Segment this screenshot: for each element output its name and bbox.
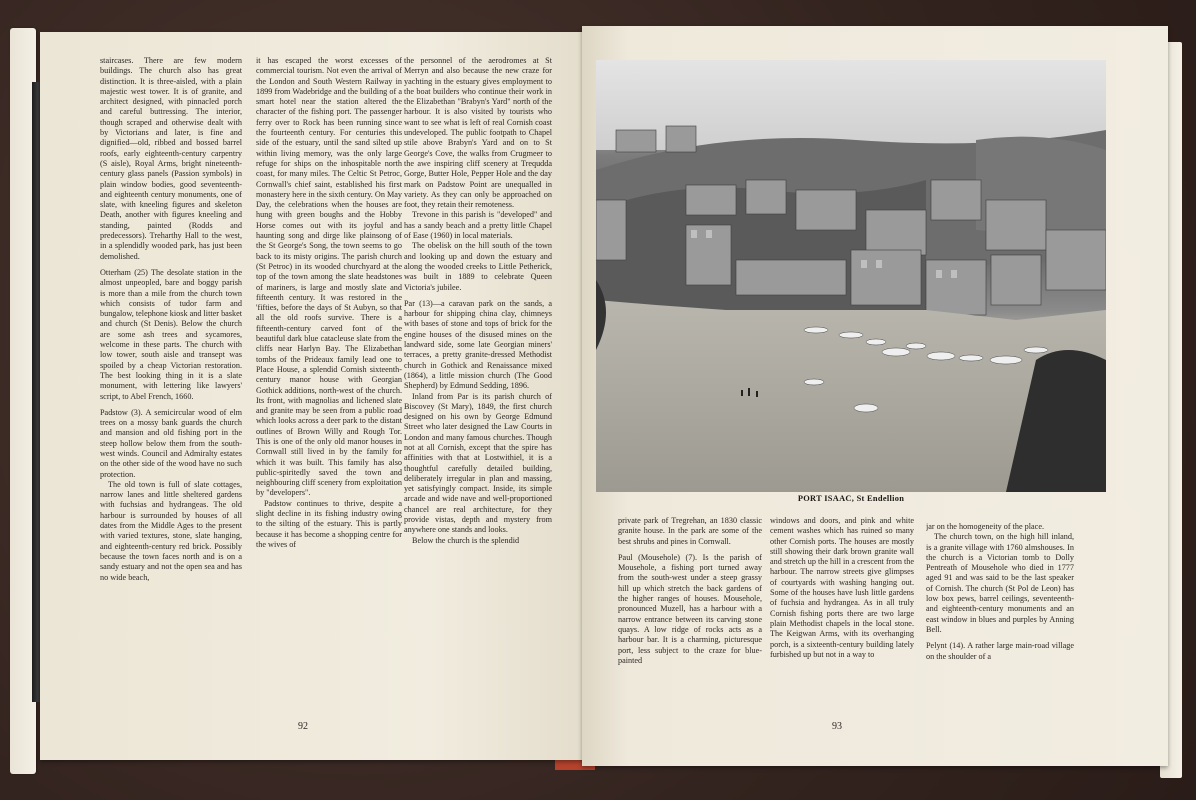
paragraph: The old town is full of slate cottages, narrow lanes and little sheltered gardens with fuchsias and hydrangeas. The old harbour is surrounded by houses of all dates from the Middle Ages to the present with varied textures, stone, slate hanging, and eighteenth-century red brick. Possibly because the town faces north and is on a sandy estuary and not the open sea and has no wide beach,: [100, 479, 242, 582]
paragraph: Par (13)—a caravan park on the sands, a harbour for shipping china clay, chimneys with bases of stone and tops of brick for the engine houses of the disused mines on the landward side, some late Georgian miners' terraces, a pretty granite-dressed Methodist church in Gothick and Renaissance mixed (1864), a little mission church (The Good Shepherd) by Edmund Sedding, 1896.: [404, 298, 552, 391]
paragraph: The church town, on the high hill inland, is a granite village with 1760 almshouses. In the church is a Victorian tomb to Dolly Pentreath of Mousehole who died in 1777 aged 91 and was said to be the last speaker of Cornish. The church (St Pol de Leon) has low box pews, barrel ceilings, seventeenth- and eighteenth-century monuments and an east window in blues and purples by Anning Bell.: [926, 532, 1074, 634]
paragraph: windows and doors, and pink and white cement washes which has ruined so many other Cornish ports. The houses are mostly still showing their dark brown granite wall and stretch up the hill in a crescent from the harbour. The narrow streets give glimpses of courtyards with washing hanging out. Some of the houses have lush little gardens of fuchsia and hydrangea. As in all truly Cornish fishing ports there are two large plain Methodist chapels in the local stone. The Keigwan Arms, with its overhanging porch, is a sixteenth-century building lately furbished up but not in a way to: [770, 516, 914, 659]
photo-caption: PORT ISAAC, St Endellion: [797, 494, 905, 503]
paragraph: Pelynt (14). A rather large main-road village on the shoulder of a: [926, 641, 1074, 661]
right-page-column-3: [926, 522, 1074, 720]
harbour-photo-illustration: [596, 60, 1106, 492]
paragraph: Paul (Mousehole) (7). Is the parish of Mousehole, a fishing port turned away from the south-west under a steep grassy hill up which stretch the back gardens of the higher ranges of houses. Mousehole, pronounced Muzell, has a harbour with a narrow entrance between its carving stone quays. A low ridge of rocks acts as a harbour bar. It is a charming, picturesque port, less subject to the craze for blue-painted: [618, 552, 762, 665]
paragraph: private park of Tregrehan, an 1830 classic granite house. In the park are some of the best shrubs and pines in Cornwall.: [618, 516, 762, 546]
paragraph: Below the church is the splendid: [412, 535, 520, 545]
paragraph: the personnel of the aerodromes at St Merryn and also because the new craze for yachting in the estuary gives employment to the boat builders who continue their work in the Elizabethan "Brabyn's Yard" north of the harbour. It is also visited by tourists who want to see what is left of real Cornish coast undeveloped. The public footpath to Chapel stile above Brabyn's Yard and on to St George's Cove, the walks from Crugmeer to the awe inspiring cliff scenery at Trequdda Gorge, Butter Hole, Pepper Hole and the day mark on Padstow Point are unequalled in variety. As they can only be approached on foot, they retain their remoteness.: [404, 56, 552, 210]
paragraph: it has escaped the worst excesses of commercial tourism. Not even the arrival of the London and South Western Railway in 1899 from Wadebridge and the building of a smart hotel near the station altered the character of the fishing port. The passenger ferry over to Rock has been running since the fourteenth century. For centuries this side of the estuary, until the sand silted up within living memory, was the only large refuge for ships on the inhospitable north coast, for many miles. The Celtic St Petroc, Cornwall's chief saint, established his first monastery here in the sixth century. On May Day, the celebrations when the houses are hung with green boughs and the Hobby Horse comes out with its joyful and haunting song and dirge like plainsong of the St George's Song, the town seems to go back to its misty origins. The parish church (St Petroc) in its wooded churchyard at the top of the town among the slate headstones of mariners, is large and mostly slate and fifteenth century. It was restored in the 'fifties, before the days of St Aubyn, so that all the old roofs survive. There is a fifteenth-century carved font of the beautiful dark blue catacleuse slate from the cliffs near Harlyn Bay. The Elizabethan tombs of the Prideaux family lead one to Place House, a splendid Cornish sixteenth-century manor house with Georgian Gothick additions, north-west of the church. Its front, with magnolias and lichened slate and granite may be seen from a public road which looks across a deer park to the distant outlines of Brown Willy and Rough Tor. This is one of the only old manor houses in Cornwall still lived in by the family for which it was built. This family has also public-spiritedly saved the town and neighbouring cliff scenery from exploitation by "developers".: [256, 56, 402, 498]
right-page-column-2: [770, 516, 914, 716]
page-number-left: 92: [298, 721, 308, 732]
left-page-column-3: [404, 56, 552, 716]
page-number-right: 93: [832, 721, 842, 732]
paragraph: staircases. There are few modern buildings. The church also has great distinction. It is three-aisled, with a plain majestic west tower. It is of granite, and architect designed, with pinnacled porch and careful buttressing. The interior, though scraped and otherwise dealt with by Victorians and later, is fine and dignified—old, ribbed and bossed barrel roofs, early eighteenth-century carpentry (S aisle), Royal Arms, bright nineteenth-century glass panels (Passion symbols) in plain window bodies, good seventeenth- and eighteenth century monuments, one of slate, with kneeling figures and skeleton Death, another with figures kneeling and standing, painted (Rodds and predecessors). Treharthy Hall to the west, in a splendidly wooded park, has just been demolished.: [100, 56, 242, 261]
left-page-column-1: [100, 56, 242, 716]
right-page-column-1: [618, 516, 762, 716]
paragraph: Padstow (3). A semicircular wood of elm trees on a mossy bank guards the church and mansion and old fishing port in the steep hollow below them from the south-west winds. Council and Admiralty estates on the other side of the wood have no such protection.: [100, 407, 242, 479]
paragraph: Otterham (25) The desolate station in the almost unpeopled, bare and boggy parish is more than a mile from the church town which consists of tudor farm and bungalow, telephone kiosk and litter basket and church (St Denis). Below the church are some ash trees and sycamores, welcome in these parts. The church with low tower, south aisle and transept was spoiled by a cheap Victorian restoration. The best looking thing in it is a slate monument, with lettering like lawyers' script, to Abel French, 1660.: [100, 267, 242, 401]
paragraph: Trevone in this parish is "developed" and has a sandy beach and a pretty little Chapel of Ease (1960) in local materials.: [404, 210, 552, 241]
paragraph: Inland from Par is its parish church of Biscovey (St Mary), 1849, the first church designed on his own by George Edmund Street who later designed the Law Courts in London and many famous churches. Though not at all Cornish, except that the spire has affinities with that at Lostwithiel, it is a thoughtful carefully detailed building, deliberately irregular in plan and massing, yet satisfyingly compact. Inside, its simple arcade and wide nave and well-proportioned chancel are real architecture, for they provide vistas, depth and mystery from anywhere one stands and looks.: [404, 391, 552, 535]
paragraph: The obelisk on the hill south of the town and looking up and down the estuary and along the wooded creeks to Little Petherick, was built in 1889 to celebrate Queen Victoria's jubilee.: [404, 241, 552, 292]
paragraph: Padstow continues to thrive, despite a slight decline in its fishing industry owing to the silting of the estuary. This is partly because it has become a shopping centre for the wives of: [256, 498, 402, 549]
photograph-port-isaac: [596, 60, 1106, 492]
paragraph: jar on the homogeneity of the place.: [926, 522, 1044, 531]
left-page-column-2: [256, 56, 402, 716]
